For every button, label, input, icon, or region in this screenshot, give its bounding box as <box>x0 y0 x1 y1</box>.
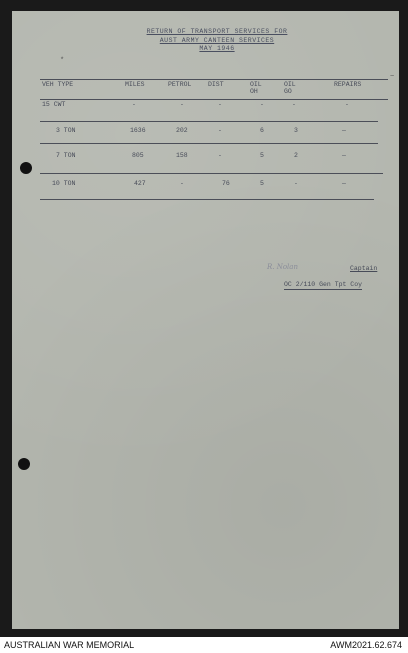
header-cell: DIST <box>208 81 224 88</box>
header-cell: OIL OH <box>250 81 262 95</box>
table-cell: 5 <box>260 180 264 187</box>
table-cell: - <box>292 101 296 108</box>
footer-bar <box>0 637 408 653</box>
table-cell: — <box>342 127 346 134</box>
table-cell: 158 <box>176 152 188 159</box>
table-cell: 2 <box>294 152 298 159</box>
table-cell: 10 TON <box>52 180 76 187</box>
header-cell: VEH TYPE <box>42 81 74 88</box>
table-cell: - <box>132 101 136 108</box>
footer-credit: AUSTRALIAN WAR MEMORIAL <box>4 640 135 650</box>
table-row <box>40 101 388 119</box>
rank-label: Captain <box>350 265 378 272</box>
table-cell: - <box>218 127 222 134</box>
table-cell: 202 <box>176 127 188 134</box>
table-cell: - <box>294 180 298 187</box>
table-cell: 427 <box>134 180 146 187</box>
table-cell: 3 <box>294 127 298 134</box>
table-header <box>40 81 388 99</box>
table-cell: 76 <box>222 180 230 187</box>
document-page <box>12 11 399 629</box>
punch-hole <box>20 162 32 174</box>
pencil-mark: ~ <box>390 73 395 81</box>
table-cell: - <box>180 180 184 187</box>
footer-accession-number: AWM2021.62.674 <box>330 640 402 650</box>
table-cell: 5 <box>260 152 264 159</box>
table-cell: - <box>218 152 222 159</box>
unit-label: OC 2/110 Gen Tpt Coy <box>284 281 363 288</box>
table-cell: - <box>180 101 184 108</box>
title-line: MAY 1946 <box>199 45 235 52</box>
table-cell: 805 <box>132 152 144 159</box>
pencil-mark: * <box>60 57 65 65</box>
table-cell: - <box>218 101 222 108</box>
document-title <box>12 28 408 54</box>
table-cell: 15 CWT <box>42 101 66 108</box>
table-cell: 1636 <box>130 127 146 134</box>
header-cell: MILES <box>125 81 145 88</box>
signature: R. Nolan <box>267 263 298 271</box>
table-cell: 3 TON <box>56 127 76 134</box>
table-cell: 6 <box>260 127 264 134</box>
table-cell: - <box>345 101 349 108</box>
table-cell: — <box>342 180 346 187</box>
punch-hole <box>18 458 30 470</box>
table-cell: 7 TON <box>56 152 76 159</box>
header-cell: REPAIRS <box>334 81 362 88</box>
table-row <box>40 180 388 198</box>
header-cell: PETROL <box>168 81 192 88</box>
title-line: AUST ARMY CANTEEN SERVICES <box>159 36 275 44</box>
table-cell: - <box>260 101 264 108</box>
table-cell: — <box>342 152 346 159</box>
header-cell: OIL GO <box>284 81 296 95</box>
table-row <box>40 152 388 170</box>
title-line: RETURN OF TRANSPORT SERVICES FOR <box>146 28 288 35</box>
transport-table <box>40 79 388 187</box>
